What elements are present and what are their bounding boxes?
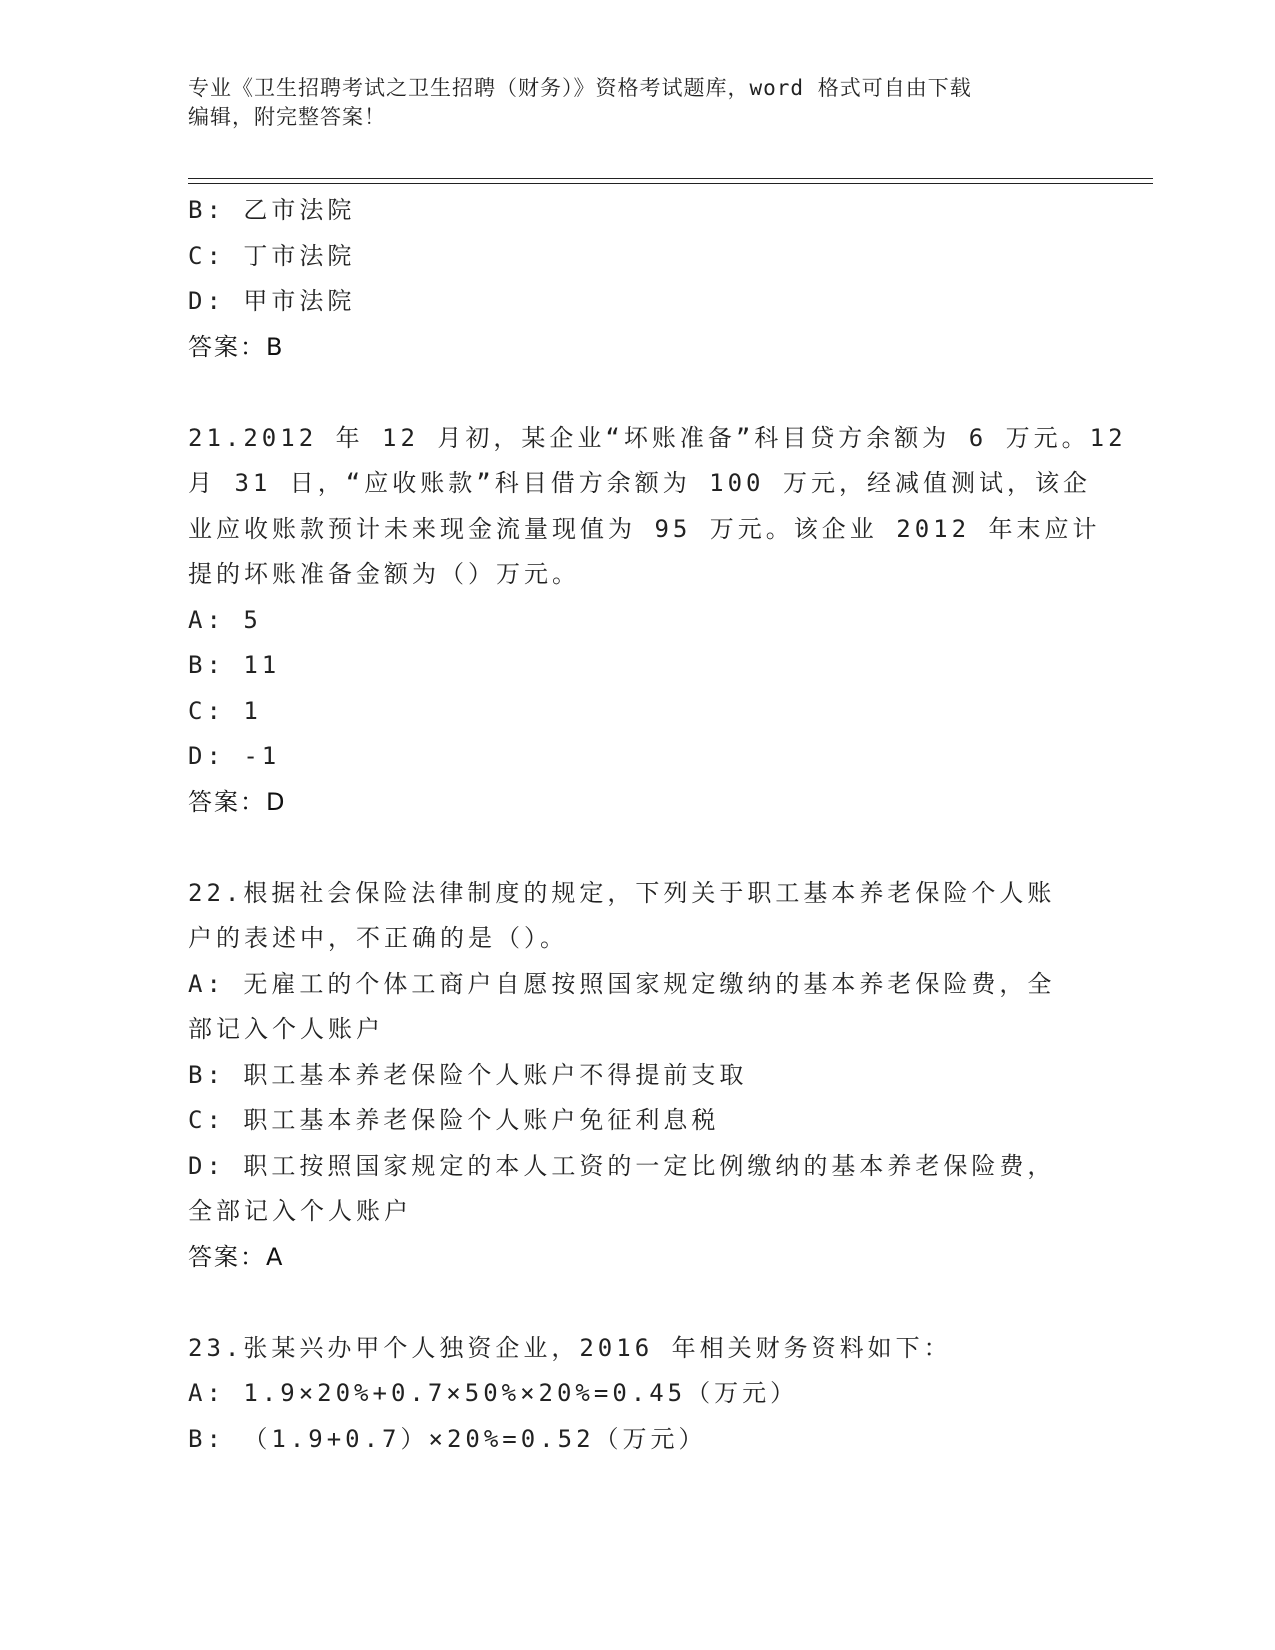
- option-line: 全部记入个人账户: [188, 1197, 412, 1225]
- question-stem-line: 提的坏账准备金额为（）万元。: [188, 560, 580, 588]
- header-line-2: 编辑，附完整答案！: [188, 105, 386, 129]
- spacer: [188, 825, 1088, 871]
- header-divider-bottom: [188, 183, 1153, 184]
- answer-line: 答案：A: [188, 1242, 285, 1271]
- option-line: D: -1: [188, 742, 281, 770]
- option-line: B: （1.9+0.7）×20%=0.52（万元）: [188, 1424, 707, 1453]
- option-line: B: 乙市法院: [188, 196, 356, 224]
- answer-line: 答案：D: [188, 787, 287, 816]
- option-line: A: 5: [188, 605, 262, 634]
- spacer: [188, 1280, 1088, 1326]
- question-stem-line: 月 31 日，“应收账款”科目借方余额为 100 万元，经减值测试，该企: [188, 469, 1091, 497]
- option-line: A: 1.9×20%+0.7×50%×20%=0.45（万元）: [188, 1379, 799, 1407]
- answer-line: 答案：B: [188, 332, 285, 361]
- option-line: D: 甲市法院: [188, 287, 356, 315]
- question-stem-line: 户的表述中，不正确的是（）。: [188, 924, 568, 952]
- option-line: A: 无雇工的个体工商户自愿按照国家规定缴纳的基本养老保险费，全: [188, 969, 1056, 998]
- option-line: B: 11: [188, 651, 281, 679]
- option-line: C: 丁市法院: [188, 241, 356, 270]
- page-header: [188, 74, 1088, 132]
- header-line-1: 专业《卫生招聘考试之卫生招聘（财务）》资格考试题库，word 格式可自由下载: [188, 76, 972, 100]
- spacer: [188, 370, 1088, 416]
- option-line: 部记入个人账户: [188, 1015, 384, 1043]
- question-stem-line: 21.2012 年 12 月初，某企业“坏账准备”科目贷方余额为 6 万元。12: [188, 423, 1127, 452]
- header-divider-top: [188, 178, 1153, 179]
- option-line: C: 1: [188, 696, 262, 725]
- question-stem-line: 23.张某兴办甲个人独资企业，2016 年相关财务资料如下：: [188, 1333, 952, 1362]
- option-line: B: 职工基本养老保险个人账户不得提前支取: [188, 1060, 748, 1089]
- option-line: D: 职工按照国家规定的本人工资的一定比例缴纳的基本养老保险费，: [188, 1151, 1056, 1180]
- question-stem-line: 业应收账款预计未来现金流量现值为 95 万元。该企业 2012 年末应计: [188, 514, 1101, 543]
- question-stem-line: 22.根据社会保险法律制度的规定，下列关于职工基本养老保险个人账: [188, 878, 1056, 907]
- option-line: C: 职工基本养老保险个人账户免征利息税: [188, 1106, 720, 1134]
- question-body: [188, 188, 1127, 1462]
